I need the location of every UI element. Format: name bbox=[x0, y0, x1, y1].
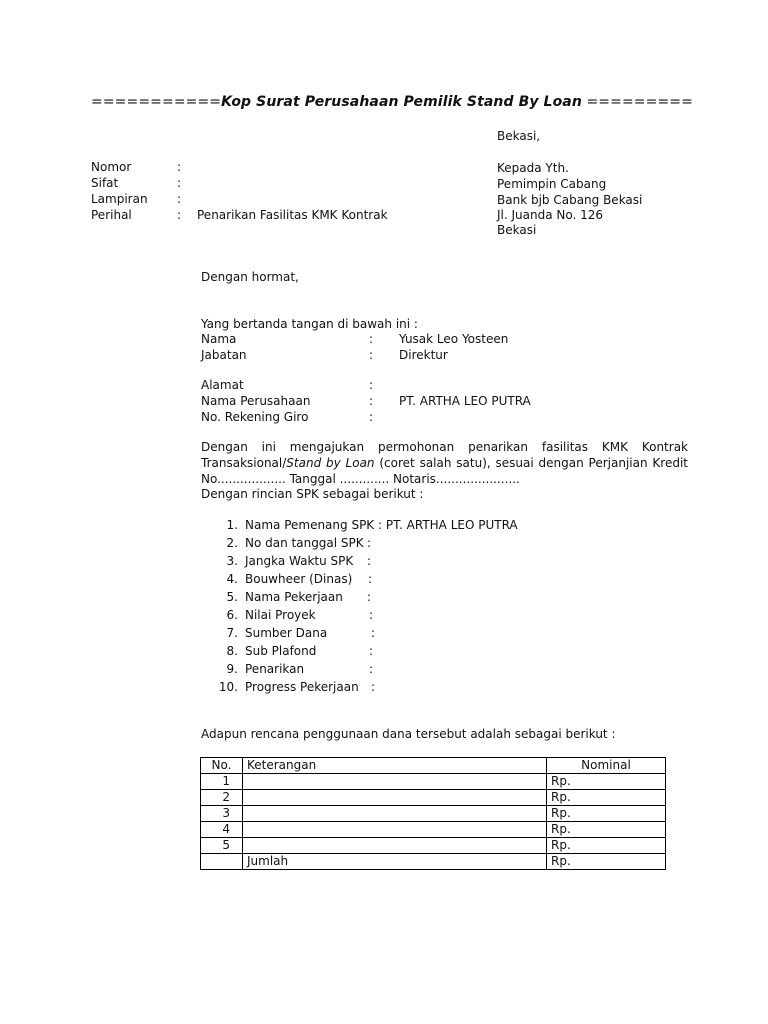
row-keterangan bbox=[243, 774, 547, 790]
column-header-nominal: Nominal bbox=[547, 758, 666, 774]
table-row bbox=[201, 806, 666, 822]
signer-value-jabatan: Direktur bbox=[399, 348, 448, 362]
company-value-nama-perusahaan: PT. ARTHA LEO PUTRA bbox=[399, 394, 531, 408]
list-label: Sub Plafond bbox=[245, 644, 317, 658]
field-colon: : bbox=[369, 608, 374, 622]
list-number: 2. bbox=[226, 536, 238, 550]
list-label bbox=[245, 517, 518, 533]
signer-label-jabatan: Jabatan bbox=[201, 348, 247, 362]
list-number: 3. bbox=[226, 554, 238, 568]
request-line-1: Dengan ini mengajukan permohonan penarikan fasilitas KMK Kontrak bbox=[201, 440, 688, 454]
list-number: 7. bbox=[226, 626, 238, 640]
table-row bbox=[201, 774, 666, 790]
recipient-line: Jl. Juanda No. 126 bbox=[497, 208, 604, 222]
company-label-nama-perusahaan: Nama Perusahaan bbox=[201, 394, 311, 408]
list-label: Jangka Waktu SPK bbox=[245, 554, 354, 568]
table-total-row bbox=[201, 854, 666, 870]
row-number: 2 bbox=[201, 790, 243, 806]
request-line-3: No.................. Tanggal ............. Notaris...................... bbox=[201, 472, 520, 486]
field-colon: : bbox=[369, 410, 374, 424]
spk-value: PT. ARTHA LEO PUTRA bbox=[385, 518, 518, 532]
meta-colon: : bbox=[177, 176, 182, 190]
signer-intro: Yang bertanda tangan di bawah ini : bbox=[201, 317, 418, 331]
meta-label-perihal: Perihal bbox=[91, 208, 132, 222]
list-label: Penarikan bbox=[245, 662, 305, 676]
list-number: 1. bbox=[226, 518, 238, 532]
recipient-line: Pemimpin Cabang bbox=[497, 177, 607, 191]
title-right-rule: ========= bbox=[581, 94, 693, 110]
table-row bbox=[201, 790, 666, 806]
fund-usage-table bbox=[200, 757, 666, 870]
row-number: 4 bbox=[201, 822, 243, 838]
field-colon: : bbox=[369, 348, 374, 362]
meta-colon: : bbox=[177, 192, 182, 206]
row-keterangan bbox=[243, 790, 547, 806]
row-keterangan bbox=[243, 822, 547, 838]
row-number-empty bbox=[201, 854, 243, 870]
column-header-keterangan: Keterangan bbox=[243, 758, 547, 774]
list-label: Bouwheer (Dinas) bbox=[245, 572, 353, 586]
field-colon: : bbox=[369, 644, 374, 658]
list-label: Nama Pekerjaan bbox=[245, 590, 343, 604]
title-text: Kop Surat Perusahaan Pemilik Stand By Loan bbox=[221, 94, 582, 110]
field-colon: : bbox=[369, 332, 374, 346]
list-label: Progress Pekerjaan bbox=[245, 680, 359, 694]
list-number: 4. bbox=[226, 572, 238, 586]
list-number: 9. bbox=[226, 662, 238, 676]
title-left-rule: =========== bbox=[91, 94, 222, 110]
total-label: Jumlah bbox=[243, 854, 547, 870]
total-nominal: Rp. bbox=[547, 854, 666, 870]
row-keterangan bbox=[243, 838, 547, 854]
row-number: 1 bbox=[201, 774, 243, 790]
row-nominal: Rp. bbox=[547, 790, 666, 806]
request-line-2 bbox=[201, 455, 688, 471]
recipient-line: Bank bjb Cabang Bekasi bbox=[497, 193, 643, 207]
list-label: No dan tanggal SPK bbox=[245, 536, 364, 550]
signer-label-nama: Nama bbox=[201, 332, 237, 346]
field-colon: : bbox=[369, 394, 374, 408]
meta-value-perihal: Penarikan Fasilitas KMK Kontrak bbox=[197, 208, 388, 222]
list-number: 10. bbox=[218, 680, 238, 694]
request-line-4: Dengan rincian SPK sebagai berikut : bbox=[201, 487, 424, 501]
row-nominal: Rp. bbox=[547, 774, 666, 790]
request-italic-text: Stand by Loan bbox=[286, 456, 375, 470]
row-nominal: Rp. bbox=[547, 822, 666, 838]
field-colon: : bbox=[367, 590, 372, 604]
row-nominal: Rp. bbox=[547, 838, 666, 854]
table-header-row bbox=[201, 758, 666, 774]
row-keterangan bbox=[243, 806, 547, 822]
meta-colon: : bbox=[177, 160, 182, 174]
column-header-no: No. bbox=[201, 758, 243, 774]
meta-label-lampiran: Lampiran bbox=[91, 192, 148, 206]
field-colon: : bbox=[368, 572, 373, 586]
usage-intro: Adapun rencana penggunaan dana tersebut adalah sebagai berikut : bbox=[201, 727, 616, 741]
field-colon: : bbox=[371, 680, 376, 694]
meta-label-sifat: Sifat bbox=[91, 176, 119, 190]
request-text: (coret salah satu), sesuai dengan Perjanjian Kredit bbox=[374, 456, 689, 470]
table-row bbox=[201, 822, 666, 838]
spk-label-text: Nama Pemenang SPK bbox=[245, 518, 375, 532]
field-colon: : bbox=[378, 518, 383, 532]
salutation: Dengan hormat, bbox=[201, 270, 299, 284]
meta-label-nomor: Nomor bbox=[91, 160, 132, 174]
field-colon: : bbox=[367, 536, 372, 550]
recipient-line: Kepada Yth. bbox=[497, 161, 569, 175]
field-colon: : bbox=[369, 662, 374, 676]
list-number: 6. bbox=[226, 608, 238, 622]
field-colon: : bbox=[371, 626, 376, 640]
meta-colon: : bbox=[177, 208, 182, 222]
list-label: Nilai Proyek bbox=[245, 608, 316, 622]
list-label: Sumber Dana bbox=[245, 626, 328, 640]
signer-value-nama: Yusak Leo Yosteen bbox=[399, 332, 509, 346]
table-row bbox=[201, 838, 666, 854]
company-label-rekening: No. Rekening Giro bbox=[201, 410, 309, 424]
list-number: 5. bbox=[226, 590, 238, 604]
list-number: 8. bbox=[226, 644, 238, 658]
city-date: Bekasi, bbox=[497, 129, 541, 143]
field-colon: : bbox=[369, 378, 374, 392]
row-number: 5 bbox=[201, 838, 243, 854]
request-text: Transaksional/ bbox=[201, 456, 287, 470]
company-label-alamat: Alamat bbox=[201, 378, 244, 392]
field-colon: : bbox=[367, 554, 372, 568]
recipient-line: Bekasi bbox=[497, 223, 537, 237]
row-number: 3 bbox=[201, 806, 243, 822]
letterhead-title bbox=[91, 94, 693, 110]
row-nominal: Rp. bbox=[547, 806, 666, 822]
